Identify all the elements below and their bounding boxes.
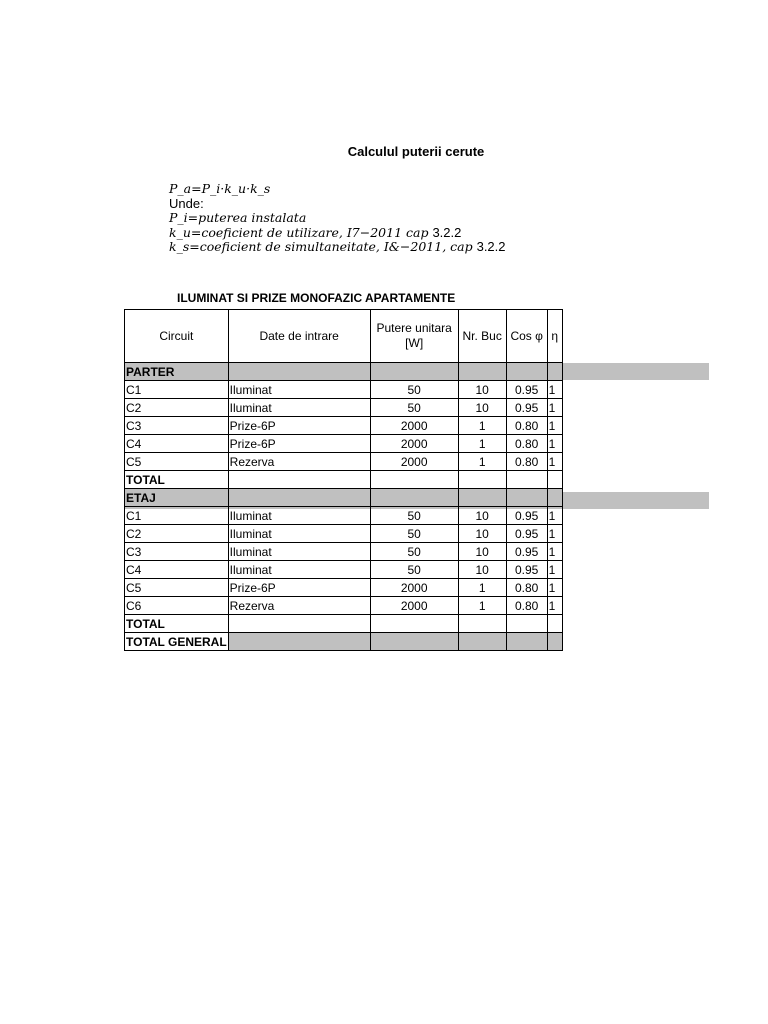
total-general-row-cell <box>458 633 506 651</box>
cell-cos: 0.95 <box>506 525 547 543</box>
cell-cos: 0.95 <box>506 507 547 525</box>
cell-date: Iluminat <box>228 381 370 399</box>
cell-date: Iluminat <box>228 399 370 417</box>
header-circuit: Circuit <box>125 310 229 363</box>
cell-circuit: C6 <box>125 597 229 615</box>
section-etaj-cell <box>506 489 547 507</box>
cell-putere: 2000 <box>370 435 458 453</box>
total-general-row-cell <box>228 633 370 651</box>
cell-date: Iluminat <box>228 507 370 525</box>
cell-date: Rezerva <box>228 597 370 615</box>
cell-date: Iluminat <box>228 543 370 561</box>
total-parter-row-cell <box>370 471 458 489</box>
section-parter-cell <box>506 363 547 381</box>
table-row <box>125 417 563 435</box>
cell-putere: 50 <box>370 543 458 561</box>
cell-putere: 50 <box>370 561 458 579</box>
cell-eta: 1 <box>547 579 562 597</box>
cell-eta: 1 <box>547 399 562 417</box>
formula-where-label: Unde: <box>169 195 204 211</box>
table-row <box>125 399 563 417</box>
cell-cos: 0.80 <box>506 435 547 453</box>
table-row <box>125 579 563 597</box>
total-general-row-cell <box>547 633 562 651</box>
section-etaj-cell <box>547 489 562 507</box>
total-etaj-row-cell <box>547 615 562 633</box>
formula-ks-definition <box>169 240 506 255</box>
cell-putere: 50 <box>370 381 458 399</box>
cell-cos: 0.95 <box>506 561 547 579</box>
section-parter <box>125 363 563 381</box>
cell-eta: 1 <box>547 507 562 525</box>
section-etaj <box>125 489 563 507</box>
table-row <box>125 507 563 525</box>
total-etaj-row-cell <box>370 615 458 633</box>
cell-nr: 1 <box>458 579 506 597</box>
formula-ku-chapter: 3.2.2 <box>432 224 462 240</box>
total-parter-row <box>125 471 563 489</box>
cell-circuit: C2 <box>125 399 229 417</box>
header-date: Date de intrare <box>228 310 370 363</box>
cell-nr: 1 <box>458 417 506 435</box>
cell-nr: 10 <box>458 525 506 543</box>
cell-putere: 2000 <box>370 453 458 471</box>
table-row <box>125 597 563 615</box>
cell-nr: 10 <box>458 561 506 579</box>
cell-cos: 0.95 <box>506 399 547 417</box>
cell-eta: 1 <box>547 597 562 615</box>
section-parter-label: PARTER <box>125 363 229 381</box>
section-etaj-cell <box>370 489 458 507</box>
cell-eta: 1 <box>547 435 562 453</box>
cell-date: Iluminat <box>228 525 370 543</box>
cell-date: Rezerva <box>228 453 370 471</box>
section-etaj-cell <box>458 489 506 507</box>
formula-ku-definition <box>169 226 506 241</box>
cell-circuit: C4 <box>125 435 229 453</box>
cell-cos: 0.80 <box>506 597 547 615</box>
cell-date: Prize-6P <box>228 417 370 435</box>
cell-putere: 2000 <box>370 417 458 435</box>
section-parter-cell <box>547 363 562 381</box>
cell-circuit: C1 <box>125 381 229 399</box>
total-etaj-row-cell <box>458 615 506 633</box>
total-etaj-row <box>125 615 563 633</box>
cell-cos: 0.95 <box>506 381 547 399</box>
formula-block <box>169 182 506 255</box>
section-etaj-cell <box>228 489 370 507</box>
cell-nr: 1 <box>458 435 506 453</box>
header-putere: Putere unitara [W] <box>370 310 458 363</box>
total-parter-row-cell <box>547 471 562 489</box>
table-title: ILUMINAT SI PRIZE MONOFAZIC APARTAMENTE <box>177 291 456 305</box>
cell-nr: 10 <box>458 507 506 525</box>
header-nr-buc: Nr. Buc <box>458 310 506 363</box>
cell-eta: 1 <box>547 525 562 543</box>
cell-cos: 0.80 <box>506 453 547 471</box>
cell-date: Prize-6P <box>228 579 370 597</box>
cell-circuit: C5 <box>125 453 229 471</box>
total-etaj-row-label: TOTAL <box>125 615 229 633</box>
total-etaj-row-cell <box>506 615 547 633</box>
section-parter-cell <box>228 363 370 381</box>
formula-power: P_a=P_i·k_u·k_s <box>169 181 271 196</box>
cell-date: Prize-6P <box>228 435 370 453</box>
total-parter-row-cell <box>228 471 370 489</box>
total-general-row-cell <box>370 633 458 651</box>
cell-circuit: C3 <box>125 543 229 561</box>
cell-nr: 10 <box>458 381 506 399</box>
total-etaj-row-cell <box>228 615 370 633</box>
cell-cos: 0.80 <box>506 417 547 435</box>
cell-eta: 1 <box>547 543 562 561</box>
formula-ks-text: k_s=coeficient de simultaneitate, I&−2011, cap <box>169 239 477 254</box>
cell-eta: 1 <box>547 453 562 471</box>
formula-pi-definition: P_i=puterea instalata <box>169 210 307 225</box>
total-general-row-label: TOTAL GENERAL <box>126 634 227 649</box>
total-parter-row-cell <box>506 471 547 489</box>
section-parter-cell <box>370 363 458 381</box>
cell-nr: 10 <box>458 399 506 417</box>
table-row <box>125 435 563 453</box>
cell-putere: 50 <box>370 525 458 543</box>
power-table <box>124 309 563 651</box>
page-title: Calculul puterii cerute <box>347 144 485 159</box>
total-general-row-cell <box>506 633 547 651</box>
cell-circuit: C1 <box>125 507 229 525</box>
cell-date: Iluminat <box>228 561 370 579</box>
header-cos-phi: Cos φ <box>506 310 547 363</box>
cell-putere: 50 <box>370 399 458 417</box>
cell-putere: 2000 <box>370 597 458 615</box>
cell-nr: 1 <box>458 597 506 615</box>
section-parter-cell <box>458 363 506 381</box>
table-row <box>125 525 563 543</box>
cell-eta: 1 <box>547 561 562 579</box>
cell-circuit: C2 <box>125 525 229 543</box>
total-general-row <box>125 633 563 651</box>
table-row <box>125 561 563 579</box>
formula-ks-chapter: 3.2.2 <box>476 239 506 254</box>
cell-eta: 1 <box>547 381 562 399</box>
cell-circuit: C4 <box>125 561 229 579</box>
cell-nr: 10 <box>458 543 506 561</box>
cell-putere: 50 <box>370 507 458 525</box>
cell-nr: 1 <box>458 453 506 471</box>
formula-ku-text: k_u=coeficient de utilizare, I7−2011 cap <box>169 224 433 240</box>
header-row <box>125 310 563 363</box>
cell-circuit: C5 <box>125 579 229 597</box>
cell-putere: 2000 <box>370 579 458 597</box>
table-row <box>125 381 563 399</box>
header-eta: η <box>547 310 562 363</box>
cell-circuit: C3 <box>125 417 229 435</box>
cell-cos: 0.80 <box>506 579 547 597</box>
section-etaj-label: ETAJ <box>125 489 229 507</box>
cell-cos: 0.95 <box>506 543 547 561</box>
total-parter-row-cell <box>458 471 506 489</box>
total-parter-row-label: TOTAL <box>125 471 229 489</box>
table-row <box>125 543 563 561</box>
cell-eta: 1 <box>547 417 562 435</box>
table-row <box>125 453 563 471</box>
